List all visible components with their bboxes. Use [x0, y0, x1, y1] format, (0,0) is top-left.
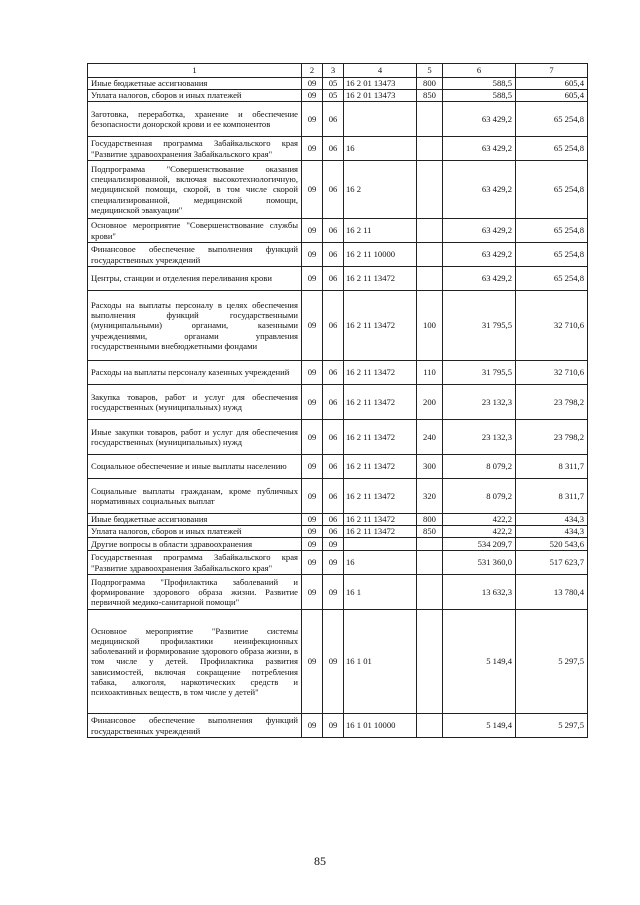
- cell-c2: 09: [302, 526, 323, 538]
- cell-c6: 63 429,2: [443, 137, 516, 161]
- table-row: [88, 575, 588, 610]
- row-name-cell: Иные закупки товаров, работ и услуг для обеспечения государственных (муниципальных) нужд: [88, 420, 302, 455]
- cell-c5: [417, 267, 443, 291]
- row-name-cell: Основное мероприятие "Развитие системы медицинской профилактики неинфекционных заболеваний и формирование здорового образа жизни, в том числе у детей. Профилактика развития зависимостей, включая сокращение потребления табака, алкоголя, наркотических средств и психоактивных веществ, в том числе у детей": [88, 610, 302, 714]
- row-name-cell: Расходы на выплаты персоналу казенных учреждений: [88, 361, 302, 385]
- column-header: 4: [344, 64, 417, 78]
- cell-c3: 05: [323, 90, 344, 102]
- cell-c2: 09: [302, 385, 323, 420]
- cell-c4: 16 1 01 10000: [344, 714, 417, 738]
- cell-c7: 23 798,2: [516, 420, 588, 455]
- cell-c2: 09: [302, 420, 323, 455]
- column-header: 1: [88, 64, 302, 78]
- cell-c6: 588,5: [443, 78, 516, 90]
- cell-c2: 09: [302, 479, 323, 514]
- cell-c5: [417, 102, 443, 137]
- cell-c5: [417, 538, 443, 551]
- cell-c5: [417, 137, 443, 161]
- row-name-cell: Подпрограмма "Профилактика заболеваний и формирование здорового образа жизни. Развитие первичной медико-санитарной помощи": [88, 575, 302, 610]
- cell-c6: 588,5: [443, 90, 516, 102]
- cell-c5: 800: [417, 514, 443, 526]
- cell-c2: 09: [302, 538, 323, 551]
- cell-c6: 31 795,5: [443, 291, 516, 361]
- cell-c2: 09: [302, 291, 323, 361]
- row-name-cell: Закупка товаров, работ и услуг для обеспечения государственных (муниципальных) нужд: [88, 385, 302, 420]
- cell-c2: 09: [302, 361, 323, 385]
- table-row: [88, 78, 588, 90]
- cell-c7: 65 254,8: [516, 243, 588, 267]
- cell-c6: 23 132,3: [443, 420, 516, 455]
- cell-c7: 13 780,4: [516, 575, 588, 610]
- cell-c7: 5 297,5: [516, 714, 588, 738]
- cell-c3: 06: [323, 420, 344, 455]
- column-header: 6: [443, 64, 516, 78]
- cell-c7: 5 297,5: [516, 610, 588, 714]
- cell-c7: 520 543,6: [516, 538, 588, 551]
- cell-c4: 16 2 11 13472: [344, 385, 417, 420]
- cell-c5: 850: [417, 526, 443, 538]
- cell-c5: [417, 161, 443, 219]
- table-row: [88, 219, 588, 243]
- cell-c4: [344, 538, 417, 551]
- cell-c7: 65 254,8: [516, 219, 588, 243]
- table-row: [88, 455, 588, 479]
- cell-c4: 16 2 11 10000: [344, 243, 417, 267]
- cell-c4: 16 1: [344, 575, 417, 610]
- cell-c5: [417, 551, 443, 575]
- cell-c6: 23 132,3: [443, 385, 516, 420]
- cell-c3: 06: [323, 514, 344, 526]
- cell-c2: 09: [302, 219, 323, 243]
- cell-c7: 605,4: [516, 90, 588, 102]
- table-row: [88, 137, 588, 161]
- cell-c6: 531 360,0: [443, 551, 516, 575]
- cell-c5: 850: [417, 90, 443, 102]
- cell-c7: 32 710,6: [516, 291, 588, 361]
- row-name-cell: Государственная программа Забайкальского края "Развитие здравоохранения Забайкальского края": [88, 551, 302, 575]
- cell-c4: 16 2 11 13472: [344, 267, 417, 291]
- cell-c5: [417, 219, 443, 243]
- column-header: 3: [323, 64, 344, 78]
- cell-c6: 422,2: [443, 514, 516, 526]
- cell-c3: 06: [323, 267, 344, 291]
- cell-c4: 16: [344, 137, 417, 161]
- cell-c4: 16 2 11 13472: [344, 361, 417, 385]
- table-header-row: [88, 64, 588, 78]
- cell-c6: 8 079,2: [443, 479, 516, 514]
- cell-c4: 16 2 11 13472: [344, 526, 417, 538]
- cell-c4: 16 2 11 13472: [344, 514, 417, 526]
- row-name-cell: Основное мероприятие "Совершенствование службы крови": [88, 219, 302, 243]
- table-row: [88, 102, 588, 137]
- cell-c7: 65 254,8: [516, 137, 588, 161]
- budget-table: [87, 63, 588, 738]
- table-row: [88, 714, 588, 738]
- cell-c6: 8 079,2: [443, 455, 516, 479]
- cell-c2: 09: [302, 267, 323, 291]
- cell-c6: 422,2: [443, 526, 516, 538]
- table-row: [88, 610, 588, 714]
- row-name-cell: Государственная программа Забайкальского края "Развитие здравоохранения Забайкальского края": [88, 137, 302, 161]
- cell-c7: 65 254,8: [516, 102, 588, 137]
- column-header: 5: [417, 64, 443, 78]
- row-name-cell: Центры, станции и отделения переливания крови: [88, 267, 302, 291]
- cell-c4: 16: [344, 551, 417, 575]
- cell-c2: 09: [302, 102, 323, 137]
- cell-c6: 63 429,2: [443, 102, 516, 137]
- cell-c2: 09: [302, 575, 323, 610]
- cell-c6: 63 429,2: [443, 161, 516, 219]
- cell-c6: 5 149,4: [443, 714, 516, 738]
- cell-c5: [417, 610, 443, 714]
- cell-c6: 63 429,2: [443, 219, 516, 243]
- table-row: [88, 514, 588, 526]
- cell-c7: 517 623,7: [516, 551, 588, 575]
- cell-c2: 09: [302, 161, 323, 219]
- cell-c7: 65 254,8: [516, 267, 588, 291]
- cell-c3: 06: [323, 243, 344, 267]
- row-name-cell: Расходы на выплаты персоналу в целях обеспечения выполнения функций государственными (муниципальными) органами, казенными учреждениями, органами управления государственными внебюджетными фондами: [88, 291, 302, 361]
- table-row: [88, 526, 588, 538]
- cell-c3: 06: [323, 219, 344, 243]
- cell-c6: 534 209,7: [443, 538, 516, 551]
- row-name-cell: Подпрограмма "Совершенствование оказания специализированной, включая высокотехнологичную, медицинской помощи, скорой, в том числе скорой специализированной, медицинской помощи, медицинской эвакуации": [88, 161, 302, 219]
- cell-c7: 32 710,6: [516, 361, 588, 385]
- cell-c3: 06: [323, 137, 344, 161]
- cell-c3: 06: [323, 526, 344, 538]
- cell-c2: 09: [302, 610, 323, 714]
- cell-c6: 63 429,2: [443, 267, 516, 291]
- row-name-cell: Финансовое обеспечение выполнения функций государственных учреждений: [88, 243, 302, 267]
- cell-c4: 16 2 11 13472: [344, 291, 417, 361]
- column-header: 2: [302, 64, 323, 78]
- cell-c3: 09: [323, 714, 344, 738]
- row-name-cell: Уплата налогов, сборов и иных платежей: [88, 90, 302, 102]
- cell-c3: 06: [323, 161, 344, 219]
- cell-c2: 09: [302, 551, 323, 575]
- cell-c2: 09: [302, 90, 323, 102]
- page-number: 85: [314, 854, 326, 868]
- table-row: [88, 161, 588, 219]
- cell-c5: 300: [417, 455, 443, 479]
- row-name-cell: Заготовка, переработка, хранение и обеспечение безопасности донорской крови и ее компонентов: [88, 102, 302, 137]
- cell-c4: 16 2: [344, 161, 417, 219]
- cell-c4: 16 2 11 13472: [344, 455, 417, 479]
- row-name-cell: Социальные выплаты гражданам, кроме публичных нормативных социальных выплат: [88, 479, 302, 514]
- cell-c4: 16 2 01 13473: [344, 78, 417, 90]
- table-body: [88, 78, 588, 738]
- cell-c2: 09: [302, 455, 323, 479]
- cell-c4: [344, 102, 417, 137]
- cell-c2: 09: [302, 514, 323, 526]
- cell-c2: 09: [302, 137, 323, 161]
- table-row: [88, 267, 588, 291]
- table-row: [88, 385, 588, 420]
- cell-c7: 605,4: [516, 78, 588, 90]
- table-row: [88, 551, 588, 575]
- table-row: [88, 538, 588, 551]
- row-name-cell: Уплата налогов, сборов и иных платежей: [88, 526, 302, 538]
- cell-c3: 06: [323, 102, 344, 137]
- cell-c6: 63 429,2: [443, 243, 516, 267]
- cell-c5: 110: [417, 361, 443, 385]
- cell-c6: 31 795,5: [443, 361, 516, 385]
- cell-c3: 06: [323, 479, 344, 514]
- cell-c5: 100: [417, 291, 443, 361]
- row-name-cell: Другие вопросы в области здравоохранения: [88, 538, 302, 551]
- table-row: [88, 243, 588, 267]
- cell-c7: 23 798,2: [516, 385, 588, 420]
- table-row: [88, 479, 588, 514]
- cell-c4: 16 2 01 13473: [344, 90, 417, 102]
- cell-c3: 06: [323, 291, 344, 361]
- cell-c3: 09: [323, 538, 344, 551]
- cell-c5: 240: [417, 420, 443, 455]
- cell-c5: [417, 714, 443, 738]
- cell-c3: 05: [323, 78, 344, 90]
- cell-c3: 09: [323, 575, 344, 610]
- cell-c3: 09: [323, 610, 344, 714]
- table-row: [88, 420, 588, 455]
- row-name-cell: Иные бюджетные ассигнования: [88, 78, 302, 90]
- cell-c7: 8 311,7: [516, 455, 588, 479]
- cell-c4: 16 1 01: [344, 610, 417, 714]
- row-name-cell: Иные бюджетные ассигнования: [88, 514, 302, 526]
- table-row: [88, 361, 588, 385]
- column-header: 7: [516, 64, 588, 78]
- cell-c7: 434,3: [516, 526, 588, 538]
- cell-c6: 5 149,4: [443, 610, 516, 714]
- cell-c5: 200: [417, 385, 443, 420]
- cell-c3: 06: [323, 385, 344, 420]
- cell-c3: 09: [323, 551, 344, 575]
- cell-c2: 09: [302, 78, 323, 90]
- cell-c4: 16 2 11: [344, 219, 417, 243]
- cell-c3: 06: [323, 361, 344, 385]
- cell-c4: 16 2 11 13472: [344, 420, 417, 455]
- cell-c7: 65 254,8: [516, 161, 588, 219]
- row-name-cell: Социальное обеспечение и иные выплаты населению: [88, 455, 302, 479]
- cell-c6: 13 632,3: [443, 575, 516, 610]
- cell-c3: 06: [323, 455, 344, 479]
- cell-c4: 16 2 11 13472: [344, 479, 417, 514]
- table-row: [88, 291, 588, 361]
- cell-c5: 320: [417, 479, 443, 514]
- cell-c2: 09: [302, 714, 323, 738]
- cell-c7: 8 311,7: [516, 479, 588, 514]
- cell-c7: 434,3: [516, 514, 588, 526]
- cell-c5: [417, 243, 443, 267]
- cell-c2: 09: [302, 243, 323, 267]
- cell-c5: [417, 575, 443, 610]
- cell-c5: 800: [417, 78, 443, 90]
- table-row: [88, 90, 588, 102]
- row-name-cell: Финансовое обеспечение выполнения функций государственных учреждений: [88, 714, 302, 738]
